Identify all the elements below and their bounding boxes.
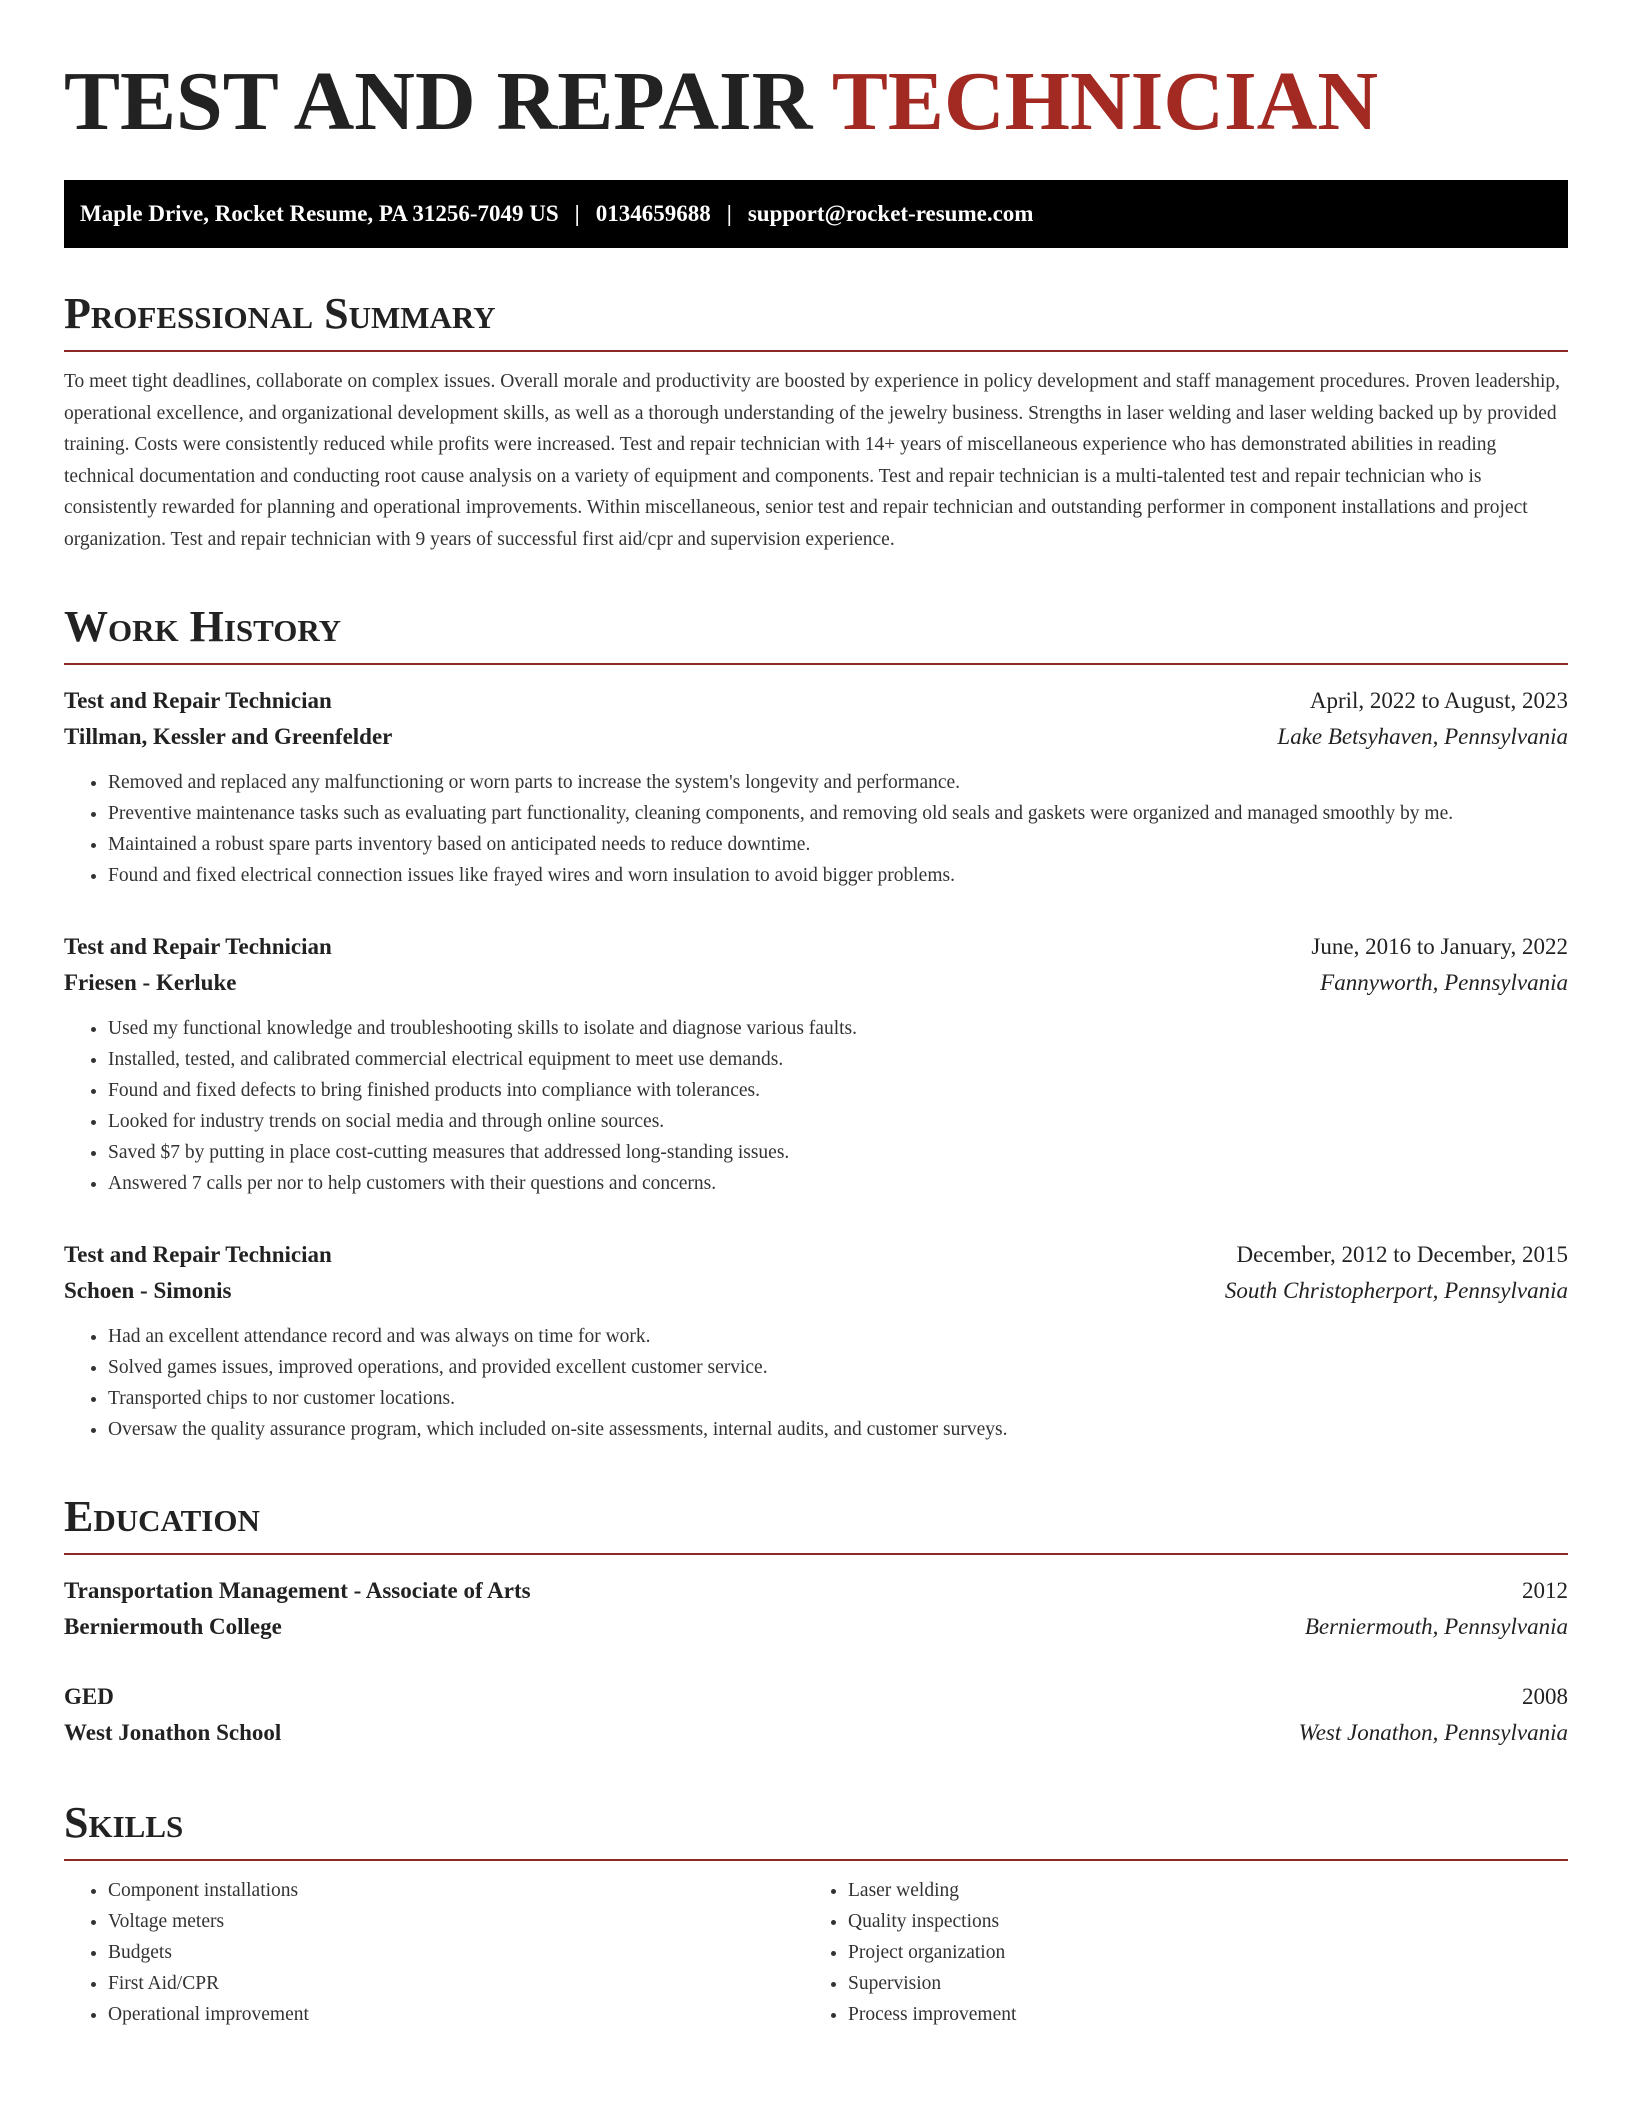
list-item: • Maintained a robust spare parts inventory based on anticipated needs to reduce downtime. — [108, 829, 1568, 860]
title-main: TEST AND REPAIR — [64, 55, 813, 148]
section-heading-summary: Professional Summary — [64, 288, 1568, 352]
list-item: • Transported chips to nor customer locations. — [108, 1383, 1568, 1414]
section-heading-education: Education — [64, 1491, 1568, 1555]
job-entry — [64, 683, 1568, 891]
skill-item: • Supervision — [848, 1968, 1564, 1999]
list-item: • Solved games issues, improved operations, and provided excellent customer service. — [108, 1352, 1568, 1383]
skill-item: • Budgets — [108, 1937, 804, 1968]
list-item: • Found and fixed electrical connection issues like frayed wires and worn insulation to avoid bigger problems. — [108, 860, 1568, 891]
skill-item: • Quality inspections — [848, 1906, 1564, 1937]
job-title: Test and Repair Technician — [64, 688, 332, 713]
list-item: • Looked for industry trends on social media and through online sources. — [108, 1106, 1568, 1137]
list-item: • Found and fixed defects to bring finished products into compliance with tolerances. — [108, 1075, 1568, 1106]
contact-email[interactable]: support@rocket-resume.com — [747, 201, 1034, 226]
skill-item: • Operational improvement — [108, 1999, 804, 2030]
job-location: Lake Betsyhaven, Pennsylvania — [1277, 724, 1568, 749]
list-item: • Used my functional knowledge and troubleshooting skills to isolate and diagnose various faults. — [108, 1013, 1568, 1044]
job-location: Fannyworth, Pennsylvania — [1320, 970, 1568, 995]
education-location: Berniermouth, Pennsylvania — [1304, 1614, 1568, 1639]
job-dates: June, 2016 to January, 2022 — [1311, 934, 1568, 959]
job-title: Test and Repair Technician — [64, 934, 332, 959]
list-item: • Removed and replaced any malfunctioning or worn parts to increase the system's longevity and performance. — [108, 767, 1568, 798]
list-item: • Oversaw the quality assurance program, which included on-site assessments, internal audits, and customer surveys. — [108, 1414, 1568, 1445]
education-location: West Jonathon, Pennsylvania — [1298, 1720, 1568, 1745]
contact-phone: 0134659688 — [595, 201, 711, 226]
job-entry — [64, 929, 1568, 1199]
list-item: • Saved $7 by putting in place cost-cutting measures that addressed long-standing issues. — [108, 1137, 1568, 1168]
skills-columns — [64, 1875, 1568, 2030]
education-school: Berniermouth College — [64, 1614, 282, 1639]
skill-item: • Project organization — [848, 1937, 1564, 1968]
education-school: West Jonathon School — [64, 1720, 282, 1745]
skill-item: • First Aid/CPR — [108, 1968, 804, 1999]
title-accent: TECHNICIAN — [831, 55, 1378, 148]
job-title: Test and Repair Technician — [64, 1242, 332, 1267]
job-dates: April, 2022 to August, 2023 — [1309, 688, 1568, 713]
skill-item: • Component installations — [108, 1875, 804, 1906]
job-company: Tillman, Kessler and Greenfelder — [64, 724, 393, 749]
section-heading-work-history: Work History — [64, 601, 1568, 665]
page-title — [64, 52, 1568, 152]
list-item: • Had an excellent attendance record and was always on time for work. — [108, 1321, 1568, 1352]
skill-item: • Laser welding — [848, 1875, 1564, 1906]
education-entry — [64, 1679, 1568, 1751]
skills-list-right — [804, 1875, 1564, 2030]
skill-item: • Voltage meters — [108, 1906, 804, 1937]
education-degree: Transportation Management - Associate of Arts — [64, 1578, 531, 1603]
section-heading-skills: Skills — [64, 1797, 1568, 1861]
job-bullets — [64, 1013, 1568, 1199]
job-bullets — [64, 1321, 1568, 1445]
contact-separator: | — [574, 201, 580, 226]
education-degree: GED — [64, 1684, 114, 1709]
list-item: • Answered 7 calls per nor to help customers with their questions and concerns. — [108, 1168, 1568, 1199]
job-bullets — [64, 767, 1568, 891]
job-company: Schoen - Simonis — [64, 1278, 232, 1303]
contact-address: Maple Drive, Rocket Resume, PA 31256-7049 US — [80, 201, 559, 226]
list-item: • Installed, tested, and calibrated commercial electrical equipment to meet use demands. — [108, 1044, 1568, 1075]
job-company: Friesen - Kerluke — [64, 970, 237, 995]
job-entry — [64, 1237, 1568, 1445]
contact-separator: | — [726, 201, 732, 226]
job-dates: December, 2012 to December, 2015 — [1236, 1242, 1568, 1267]
education-year: 2008 — [1522, 1684, 1568, 1709]
summary-text: To meet tight deadlines, collaborate on complex issues. Overall morale and productivity are boosted by experience in policy development and staff management procedures. Proven leadership, operational excellence, and organizational development skills, as well as a thorough understanding of the jewelry business. Strengths in laser welding and laser welding backed up by provided training. Costs were consistently reduced while profits were increased. Test and repair technician with 14+ years of miscellaneous experience who has demonstrated abilities in reading technical documentation and conducting root cause analysis on a variety of equipment and components. Test and repair technician is a multi-talented test and repair technician who is consistently rewarded for planning and operational improvements. Within miscellaneous, senior test and repair technician and outstanding performer in component installations and project organization. Test and repair technician with 9 years of successful first aid/cpr and supervision experience. — [64, 371, 1561, 550]
contact-bar — [64, 180, 1568, 248]
job-location: South Christopherport, Pennsylvania — [1224, 1278, 1568, 1303]
education-year: 2012 — [1522, 1578, 1568, 1603]
skill-item: • Process improvement — [848, 1999, 1564, 2030]
education-entry — [64, 1573, 1568, 1645]
skills-list-left — [64, 1875, 804, 2030]
list-item: • Preventive maintenance tasks such as evaluating part functionality, cleaning components, and removing old seals and gaskets were organized and managed smoothly by me. — [108, 798, 1568, 829]
